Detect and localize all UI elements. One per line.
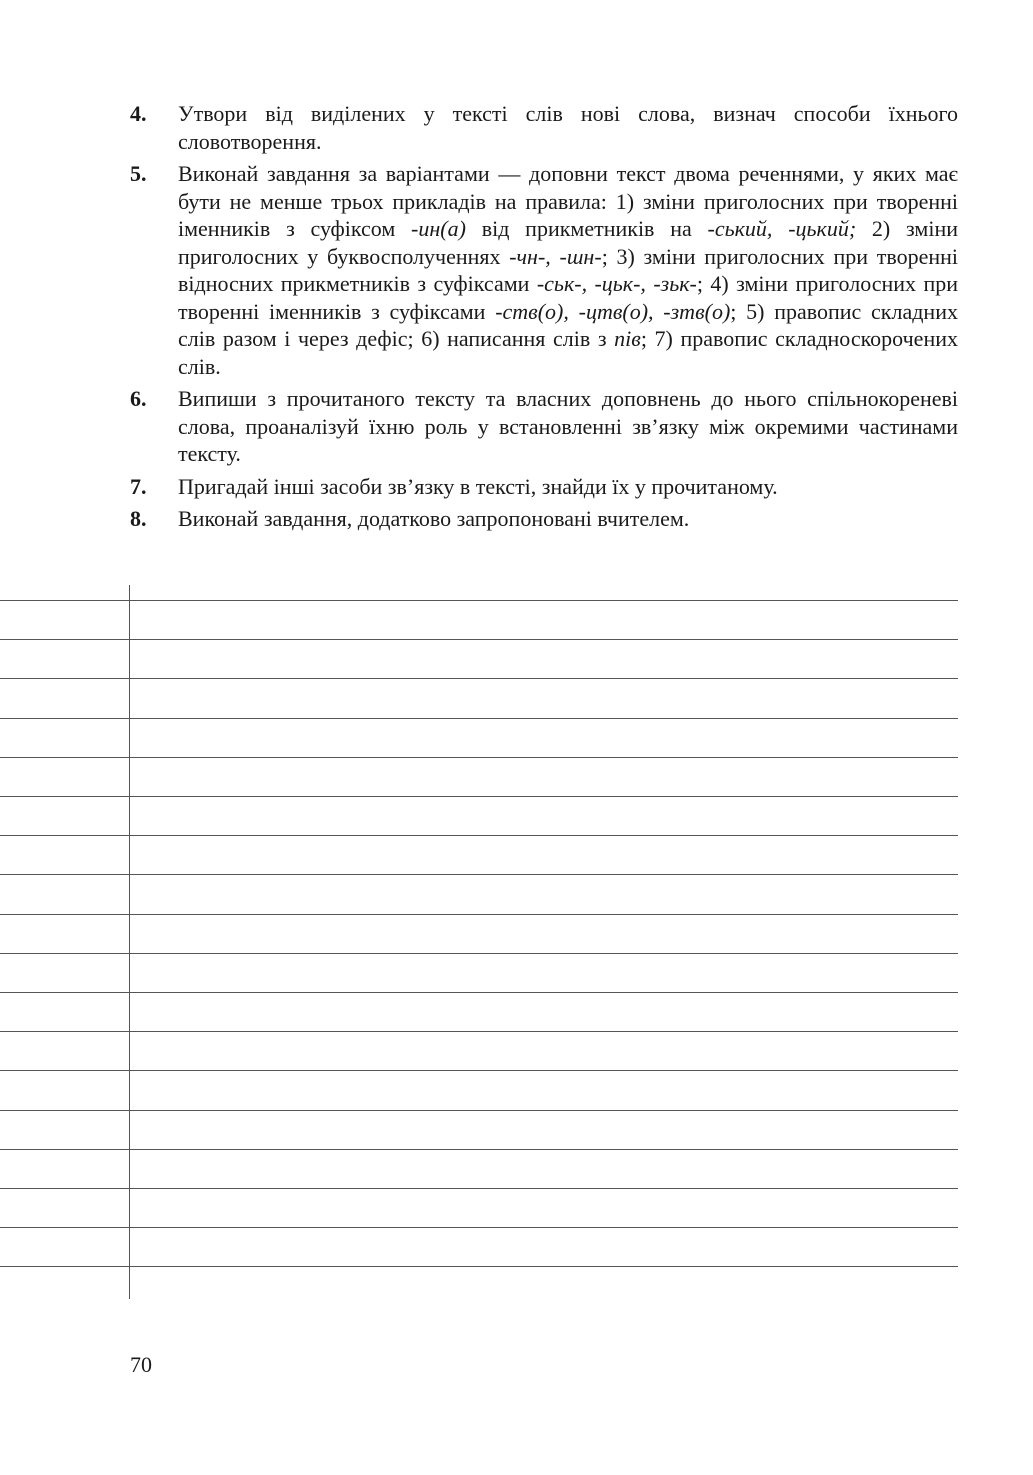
writing-line — [0, 1266, 958, 1267]
writing-line — [0, 796, 958, 797]
text-run: Виконай завдання за варіантами — доповни текст двома реченнями, у яких має бути не менше трьох прикладів на правила: 1) зміни приголосних при творенні іменників з суфіксом — [178, 161, 958, 241]
task-list — [130, 100, 958, 538]
italic-term: -ськ-, -цьк-, -зьк- — [536, 271, 697, 296]
task-number: 4. — [130, 101, 147, 126]
italic-term: -ський, -цький; — [707, 216, 857, 241]
task-text — [178, 474, 778, 499]
task-item — [130, 100, 958, 155]
task-number: 7. — [130, 473, 147, 499]
text-run: Пригадай інші засоби зв’язку в тексті, знайди їх у прочитаному. — [178, 473, 778, 499]
text-run: ; 3) зміни приголосних при творенні відносних прикметників з суфіксами — [178, 243, 958, 296]
writing-line — [0, 914, 958, 915]
writing-line — [0, 992, 958, 993]
task-number: 5. — [130, 161, 147, 186]
writing-line — [0, 718, 958, 719]
writing-line — [0, 1031, 958, 1032]
writing-line — [0, 1149, 958, 1150]
writing-lines-area — [0, 585, 958, 1300]
italic-term: пів — [614, 326, 641, 351]
writing-line — [0, 874, 958, 875]
task-number: 8. — [130, 506, 147, 531]
task-text — [178, 101, 958, 154]
text-run: ; 5) правопис складних слів разом і через дефіс; 6) написання слів з — [178, 298, 958, 351]
task-item — [130, 505, 958, 533]
task-text — [178, 506, 689, 531]
margin-line — [129, 585, 130, 1299]
writing-line — [0, 639, 958, 640]
writing-line — [0, 1110, 958, 1111]
task-item — [130, 160, 958, 380]
text-run: ; 7) правопис складноскорочених слів. — [178, 326, 958, 379]
italic-term: -ин(а) — [411, 216, 466, 241]
writing-line — [0, 757, 958, 758]
writing-line — [0, 1070, 958, 1071]
text-run: Утвори від виділених у тексті слів нові слова, визнач способи їхнього словотворення. — [178, 101, 958, 154]
writing-line — [0, 835, 958, 836]
italic-term: -чн-, -шн- — [509, 243, 602, 269]
task-item — [130, 385, 958, 468]
italic-term: -ств(о), -цтв(о), -зтв(о) — [495, 298, 731, 324]
text-run: 2) зміни приголосних у буквосполученнях — [178, 216, 958, 269]
writing-line — [0, 1188, 958, 1189]
task-text — [178, 161, 958, 379]
text-run: від прикметників на — [465, 216, 708, 241]
text-run: Випиши з прочитаного тексту та власних доповнень до нього спільнокореневі слова, проаналізуй їхню роль у встановленні зв’язку між окремими частинами тексту. — [178, 386, 958, 466]
text-run: ; 4) зміни приголосних при творенні іменників з суфіксами — [178, 271, 959, 324]
task-text — [178, 386, 958, 466]
task-number: 6. — [130, 386, 147, 411]
text-run: Виконай завдання, додатково запропоновані вчителем. — [178, 506, 690, 531]
writing-line — [0, 953, 958, 954]
page-number: 70 — [130, 1352, 152, 1377]
writing-line — [0, 678, 958, 679]
task-item — [130, 473, 958, 501]
writing-line — [0, 600, 958, 601]
writing-line — [0, 1227, 958, 1228]
